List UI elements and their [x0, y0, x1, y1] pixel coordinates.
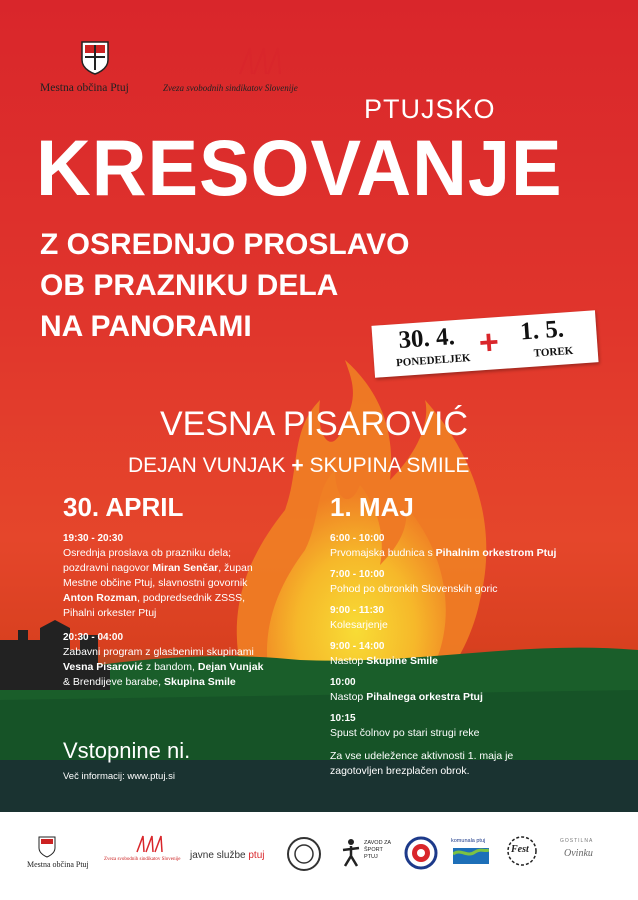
day2-heading: 1. MAJ [330, 492, 414, 522]
day2-event-time: 9:00 - 14:00 [330, 641, 385, 652]
ptuj-crest-icon [80, 40, 110, 76]
ptuj-crest-small-icon [38, 836, 56, 858]
subtitle-line-3: NA PANORAMI [40, 310, 252, 343]
logo-zsss-label: Zveza svobodnih sindikatov Slovenije [163, 83, 298, 93]
date-plus: + [477, 323, 501, 363]
athlete-figure-icon [340, 838, 362, 868]
day2-event-text: Pohod po obronkih Slovenskih goric [330, 583, 498, 595]
sponsor-gostilna: GOSTILNA [560, 838, 594, 844]
day1-event2-line2: Vesna Pisarović z bandom, Dejan Vunjak [63, 661, 264, 673]
day2-note-line2: zagotovljen brezplačen obrok. [330, 765, 470, 777]
day2-event-text: Spust čolnov po stari strugi reke [330, 727, 480, 739]
sponsor-zavod-sport: ZAVOD ZA ŠPORT PTUJ [364, 840, 391, 860]
entry-free-text: Vstopnine ni. [63, 738, 191, 763]
day2-event-text: Prvomajska budnica s Pihalnim orkestrom Ptuj [330, 547, 557, 559]
day2-note-line1: Za vse udeležence aktivnosti 1. maja je [330, 750, 514, 762]
support-b: SKUPINA SMILE [309, 454, 470, 477]
day1-event2-line1: Zabavni program z glasbenimi skupinami [63, 646, 254, 658]
sponsor-zsss: Zveza svobodnih sindikatov Slovenije [104, 857, 181, 862]
zsss-logo-small-icon [135, 834, 163, 854]
sponsor-fest: Fest [511, 844, 529, 855]
headliner: VESNA PISAROVIĆ [160, 405, 468, 443]
weekday-1: PONEDELJEK [395, 352, 471, 370]
zsss-logo-icon [236, 44, 286, 82]
date-1: 30. 4. [397, 323, 456, 354]
support-plus: + [291, 454, 304, 477]
day1-event1-line5: Pihalni orkester Ptuj [63, 607, 157, 619]
day1-event2-time: 20:30 - 04:00 [63, 632, 124, 643]
day2-event-time: 7:00 - 10:00 [330, 569, 385, 580]
day2-event-text: Kolesarjenje [330, 619, 388, 631]
day2-program [330, 531, 620, 779]
day2-event-text: Nastop Skupine Smile [330, 655, 438, 667]
day2-event-time: 6:00 - 10:00 [330, 533, 385, 544]
support-a: DEJAN VUNJAK [128, 454, 286, 477]
logo-mestna-obcina-label: Mestna občina Ptuj [40, 82, 129, 94]
day1-heading: 30. APRIL [63, 492, 184, 522]
day2-event-time: 10:15 [330, 713, 356, 724]
day1-event1-line4: Anton Rozman, podpredsednik ZSSS, [63, 592, 246, 604]
title-ptujsko: PTUJSKO [364, 94, 496, 124]
sponsor-ovinku: Ovinku [564, 848, 593, 859]
day2-event-time: 10:00 [330, 677, 356, 688]
subtitle-line-1: Z OSREDNJO PROSLAVO [40, 228, 410, 261]
support-acts [128, 454, 469, 478]
subtitle-line-2: OB PRAZNIKU DELA [40, 269, 339, 302]
day1-event1-line1: Osrednja proslava ob prazniku dela; [63, 547, 232, 559]
day1-event1-time: 19:30 - 20:30 [63, 533, 124, 544]
day1-event1-line3: Mestne občine Ptuj, slavnostni govornik [63, 577, 248, 589]
sponsor-javne-sluzbe: javne službe ptuj [190, 850, 265, 861]
day2-event-text: Nastop Pihalnega orkestra Ptuj [330, 691, 483, 703]
weekday-2: TOREK [533, 344, 574, 360]
sponsor-mestna-obcina: Mestna občina Ptuj [27, 860, 89, 869]
more-info-text: Več informacij: www.ptuj.si [63, 771, 175, 782]
title-kresovanje: KRESOVANJE [36, 123, 563, 212]
day1-program [63, 531, 313, 690]
sponsor-komunala: komunala ptuj [451, 838, 486, 844]
day2-event-time: 9:00 - 11:30 [330, 605, 384, 616]
day1-event1-line2: pozdravni nagovor Miran Senčar, župan [63, 562, 253, 574]
sponsor-circle-logo-icon [286, 836, 322, 872]
sponsor-strip [0, 812, 638, 900]
day1-event2-line3: & Brendijeve barabe, Skupina Smile [63, 676, 236, 688]
sponsor-round-badge-icon [404, 836, 438, 870]
date-2: 1. 5. [519, 315, 565, 346]
